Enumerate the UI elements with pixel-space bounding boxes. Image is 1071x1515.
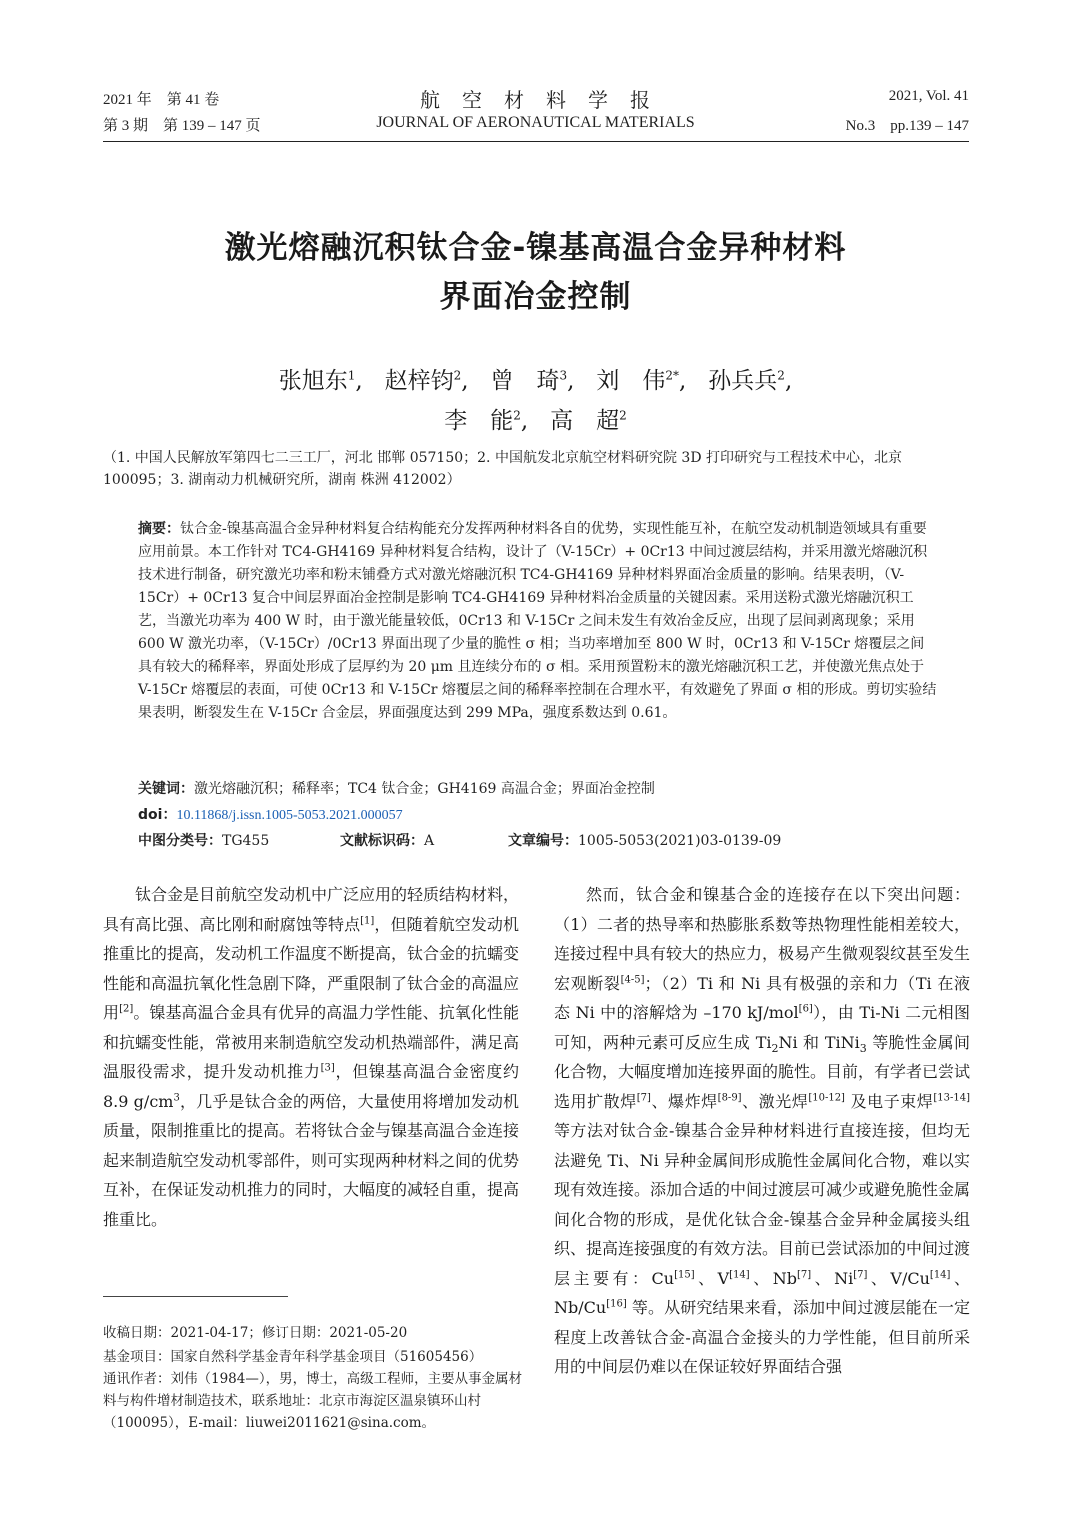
citation-ref: [7]: [853, 1269, 868, 1281]
doi-label: doi：: [138, 807, 177, 823]
footnote-rule: [103, 1296, 288, 1297]
doc-code-value: A: [424, 833, 435, 849]
body-text: 、V/Cu: [867, 1268, 930, 1288]
citation-ref: [15]: [674, 1269, 695, 1281]
journal-issue-pages: 第 3 期 第 139 – 147 页: [103, 118, 261, 134]
abstract-text: 钛合金-镍基高温合金异种材料复合结构能充分发挥两种材料各自的优势，实现性能互补，在航空发动机制造领域具有重要应用前景。本工作针对 TC4-GH4169 异种材料复合结构，设计了（V-15Cr）+ 0Cr13 中间过渡层结构，并采用激光熔融沉积技术进行制备，研究激光功率和粉末铺叠方式对激光熔融沉积 TC4-GH4169 异种材料界面冶金质量的影响。结果表明，（V-15Cr）+ 0Cr13 复合中间层界面冶金控制是影响 TC4-GH4169 异种材料冶金质量的关键因素。采用送粉式激光熔融沉积工艺，当激光功率为 400 W 时，由于激光能量较低，0Cr13 和 V-15Cr 之间未发生有效冶金反应，出现了层间剥离现象；采用 600 W 激光功率，（V-15Cr）/0Cr13 界面出现了少量的脆性 σ 相；当功率增加至 800 W 时，0Cr13 和 V-15Cr 熔覆层之间具有较大的稀释率，界面处形成了层厚约为 20 μm 且连续分布的 σ 相。采用预置粉末的激光熔融沉积工艺，并使激光焦点处于 V-15Cr 熔覆层的表面，可使 0Cr13 和 V-15Cr 熔覆层之间的稀释率控制在合理水平，有效避免了界面 σ 相的形成。剪切实验结果表明，断裂发生在 V-15Cr 合金层，界面强度达到 299 MPa，强度系数达到 0.61。: [138, 521, 937, 721]
author: 李 能$^2$: [444, 408, 521, 434]
citation-ref: [6]: [798, 1003, 813, 1015]
article-number: [508, 830, 781, 850]
article-no-value: 1005-5053(2021)03-0139-09: [578, 833, 782, 849]
authors-line-1: 张旭东$^1$, 赵梓钧$^2$, 曾 琦$^3$, 刘 伟$^{2*}$, 孙兵兵$^2$,: [278, 368, 793, 394]
body-text: ，几乎是钛合金的两倍，大量使用将增加发动机质量，限制推重比的提高。若将钛合金与镍基高温合金连接起来制造航空发动机零部件，则可实现两种材料之间的优势互补，在保证发动机推力的同时，大幅度的减轻自重，提高推重比。: [103, 1091, 520, 1229]
body-text: 。镍基高温合金具有优异的高温力学性能、抗氧化性能和抗蠕变性能，常被用来制造航空发动机热端部件，满足高温服役需求，提升发动机推力: [103, 1003, 520, 1081]
abstract: [138, 518, 938, 725]
body-text: 及电子束焊: [844, 1091, 934, 1111]
body-text: 、爆炸焊: [650, 1091, 718, 1111]
body-text: 、Nb/Cu: [554, 1268, 970, 1317]
body-text: 等方法对钛合金-镍基合金异种材料进行直接连接，但均无法避免 Ti、Ni 异种金属间形成脆性金属间化合物，难以实现有效连接。添加合适的中间过渡层可减少或避免脆性金属间化合物的形成，是优化钛合金-镍基合金异种金属接头组织、提高连接强度的有效方法。目前已尝试添加的中间过渡层主要有：Cu: [554, 1121, 971, 1288]
body-text: 等脆性金属间化合物，大幅度增加连接界面的脆性。目前，有学者已尝试选用扩散焊: [554, 1032, 971, 1111]
body-text: 钛合金是目前航空发动机中广泛应用的轻质结构材料，具有高比强、高比刚和耐腐蚀等特点: [103, 885, 520, 934]
body-right-column: [554, 880, 970, 1382]
body-text: 然而，钛合金和镍基合金的连接存在以下突出问题：（1）二者的热导率和热膨胀系数等热物理性能相差较大，连接过程中具有较大的热应力，极易产生微观裂纹甚至发生宏观断裂: [554, 885, 971, 993]
keywords: [138, 778, 938, 801]
author: 张旭东$^1$: [278, 368, 356, 394]
body-left-column: [103, 880, 519, 1234]
affiliations: （1. 中国人民解放军第四七二三工厂，河北 邯郸 057150；2. 中国航发北京航空材料研究院 3D 打印研究与工程技术中心，北京 100095；3. 湖南动力机械研究所，湖南 株洲 412002）: [103, 450, 902, 488]
keywords-text: 激光熔融沉积；稀释率；TC4 钛合金；GH4169 高温合金；界面冶金控制: [194, 781, 655, 797]
doc-code-label: 文献标识码：: [340, 833, 424, 849]
paper-title-line-1: 激光熔融沉积钛合金-镍基高温合金异种材料: [224, 230, 847, 266]
author: 曾 琦$^3$: [490, 368, 568, 394]
body-text: ，但镍基高温合金密度约 8.9 g/cm: [103, 1062, 519, 1111]
subscript: 2: [771, 1041, 779, 1055]
author: 孙兵兵$^2$: [708, 368, 785, 394]
citation-ref: [8-9]: [717, 1092, 742, 1104]
body-paragraph: [103, 880, 519, 1234]
citation-ref: [16]: [606, 1298, 627, 1310]
body-text: 、Nb: [749, 1268, 797, 1288]
citation-ref: [4-5]: [620, 974, 645, 986]
clc-number: [138, 830, 269, 850]
footnote-received: 收稿日期：2021-04-17；修订日期：2021-05-20: [103, 1325, 408, 1341]
doi-link[interactable]: 10.11868/j.issn.1005-5053.2021.000057: [176, 808, 403, 823]
citation-ref: [1]: [360, 915, 375, 927]
clc-value: TG455: [222, 833, 270, 849]
body-text: 、激光焊: [741, 1091, 809, 1111]
body-paragraph: [554, 880, 970, 1382]
paper-title-line-2: 界面冶金控制: [439, 279, 632, 315]
subscript: 3: [859, 1041, 867, 1055]
citation-ref: [14]: [729, 1269, 750, 1281]
body-text: 等。从研究结果来看，添加中间过渡层能在一定程度上改善钛合金-高温合金接头的力学性能，但目前所采用的中间层仍难以在保证较好界面结合强: [554, 1298, 970, 1376]
article-no-label: 文章编号：: [508, 833, 578, 849]
footnote-corresponding: 通讯作者：刘伟（1984—），男，博士，高级工程师，主要从事金属材料与构件增材制造技术，联系地址：北京市海淀区温泉镇环山村（100095），E-mail：liuwei2011621@sina.com。: [103, 1371, 523, 1431]
superscript: 3: [173, 1092, 180, 1104]
authors-line-2: 李 能$^2$, 高 超$^2$: [444, 408, 627, 434]
footnote-fund: 基金项目：国家自然科学基金青年科学基金项目（51605456）: [103, 1349, 483, 1365]
doi-line: [138, 804, 938, 827]
header-rule: [103, 141, 969, 142]
citation-ref: [10-12]: [808, 1092, 845, 1104]
citation-ref: [3]: [320, 1062, 335, 1074]
clc-label: 中图分类号：: [138, 833, 222, 849]
body-text: ，但随着航空发动机推重比的提高，发动机工作温度不断提高，钛合金的抗蠕变性能和高温抗氧化性急剧下降，严重限制了钛合金的高温应用: [103, 914, 520, 1022]
body-text: ；（2）Ti 和 Ni 具有极强的亲和力（Ti 在液态 Ni 中的溶解焓为 –170 kJ/mol: [554, 973, 970, 1022]
author: 高 超$^2$: [550, 408, 627, 434]
body-text: 、Ni: [811, 1268, 854, 1288]
body-text: Ni 和 TiNi: [778, 1032, 860, 1052]
citation-ref: [13-14]: [933, 1092, 970, 1104]
keywords-label: 关键词：: [138, 781, 194, 797]
journal-name-cn: 航 空 材 料 学 报: [420, 88, 651, 112]
body-text: ），由 Ti-Ni 二元相图可知，两种元素可反应生成 Ti: [554, 1003, 970, 1052]
document-code: [340, 830, 434, 850]
author-corresponding: 刘 伟$^{2*}$: [596, 368, 680, 394]
journal-year-volume-en: 2021, Vol. 41: [888, 88, 969, 104]
journal-year-volume: 2021 年 第 41 卷: [103, 92, 220, 108]
citation-ref: [2]: [119, 1003, 134, 1015]
abstract-label: 摘要：: [138, 521, 180, 537]
citation-ref: [7]: [636, 1092, 651, 1104]
journal-name-en: JOURNAL OF AERONAUTICAL MATERIALS: [376, 114, 695, 131]
journal-issue-pages-en: No.3 pp.139 – 147: [845, 118, 969, 134]
citation-ref: [14]: [929, 1269, 951, 1281]
body-text: 、V: [694, 1268, 730, 1288]
author: 赵梓钧$^2$: [384, 368, 462, 394]
citation-ref: [7]: [796, 1269, 812, 1281]
